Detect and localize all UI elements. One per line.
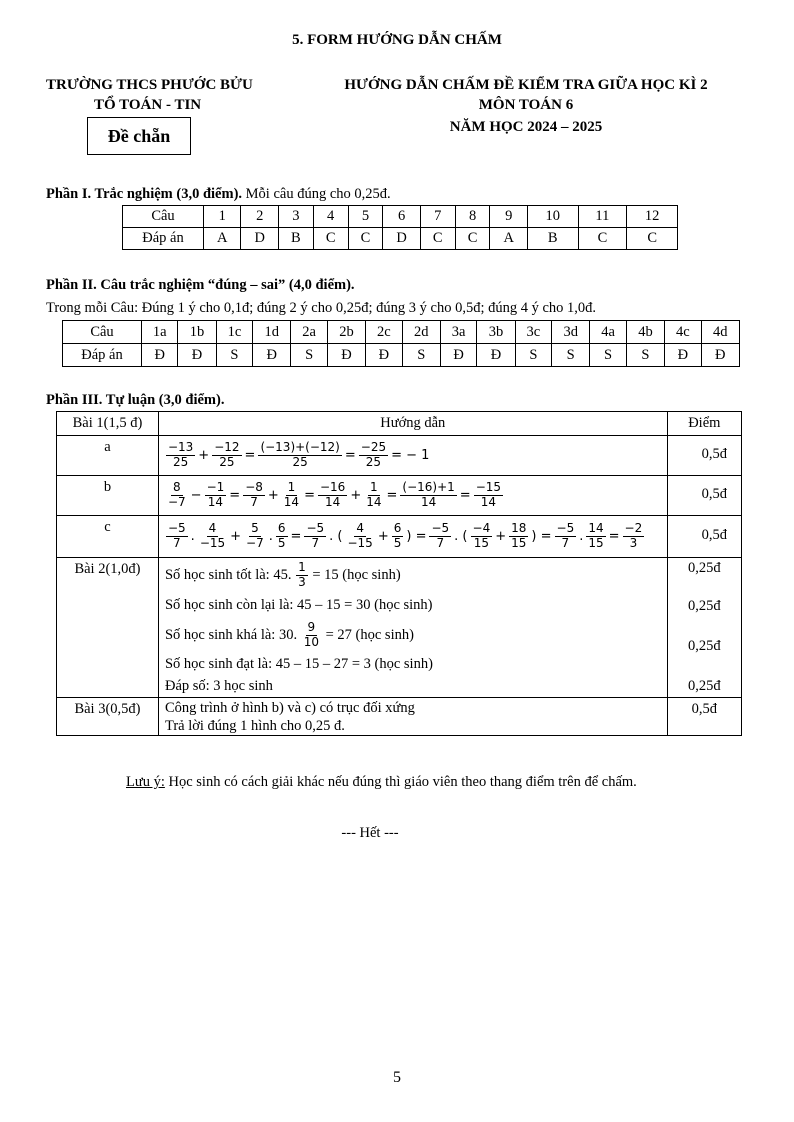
fraction: $\frac{-5}{7}$ (167, 521, 186, 550)
fraction: $\frac{-15}{14}$ (475, 480, 502, 509)
row-b-label: b (57, 476, 159, 516)
school-name: TRƯỜNG THCS PHƯỚC BỬU (46, 77, 253, 93)
fraction: $\frac{-12}{25}$ (214, 440, 240, 469)
fraction: $\frac{-4}{15}$ (472, 521, 491, 550)
part2-question-cell: 1c (216, 321, 252, 344)
part2-question-cell: 2a (291, 321, 327, 344)
part1-note: Mỗi câu đúng cho 0,25đ. (242, 186, 391, 202)
part2-question-cell: 2d (402, 321, 440, 344)
row-a-points: 0,5đ (667, 436, 741, 476)
fraction: $\frac{14}{15}$ (588, 521, 604, 550)
part2-answer-cell: S (552, 344, 590, 367)
part2-question-cell: 1d (253, 321, 291, 344)
fraction: $\frac{-1}{14}$ (206, 480, 225, 509)
bai2-points (667, 558, 741, 698)
part1-answer-cell: C (455, 228, 490, 250)
fraction: $\frac{(-16)+1}{14}$ (402, 480, 455, 509)
part1-question-cell: 10 (527, 206, 578, 228)
note-text: Học sinh có cách giải khác nếu đúng thì giáo viên theo thang điểm trên để chấm. (164, 774, 637, 790)
bai3-line-2: Trả lời đúng 1 hình cho 0,25 đ. (164, 717, 345, 734)
part1-question-cell: 11 (578, 206, 627, 228)
document-title: HƯỚNG DẪN CHẤM ĐỀ KIỂM TRA GIỮA HỌC KÌ 2 (344, 77, 708, 93)
part2-answer-cell: Đ (366, 344, 402, 367)
part2-answer-cell: S (291, 344, 327, 367)
bai3-guide (158, 698, 667, 736)
part1-answer-cell: D (241, 228, 278, 250)
part2-question-cell: 4c (665, 321, 701, 344)
fraction: $\frac{-25}{25}$ (360, 440, 387, 469)
fraction: $\frac{-2}{3}$ (624, 521, 643, 550)
part2-question-cell: 2c (366, 321, 402, 344)
fraction: $\frac{1}{14}$ (283, 480, 300, 509)
part1-question-cell: 5 (348, 206, 383, 228)
row-b-math: $\frac{8}{-7}$ − $\frac{-1}{14}$ = $\frac{-8}{7}$ + $\frac{1}{14}$ = $\frac{-16}{14}$ + $\frac{1}{14}$ = $\frac{(-16)+1}{14}$ = $\frac{-15}{14}$ (158, 476, 667, 516)
part2-answer-cell: Đ (142, 344, 178, 367)
part2-answer-cell: S (402, 344, 440, 367)
part2-answer-table (62, 320, 740, 367)
fraction: $\frac{1}{14}$ (366, 480, 382, 509)
part1-answer-cell: C (348, 228, 383, 250)
part1-answer-cell: A (204, 228, 241, 250)
part1-answer-cell: B (278, 228, 313, 250)
bai2-line3-post: = 27 (học sinh) (325, 627, 414, 643)
part1-question-cell: 2 (241, 206, 278, 228)
part1-answer-label: Đáp án (123, 228, 204, 250)
part1-answer-cell: B (527, 228, 578, 250)
part2-heading: Phần II. Câu trắc nghiệm “đúng – sai” (4,0 điểm). (46, 277, 355, 293)
part1-answer-cell: C (313, 228, 348, 250)
part2-answer-label: Đáp án (63, 344, 142, 367)
part2-question-cell: 3d (552, 321, 590, 344)
part2-answer-cell: Đ (178, 344, 216, 367)
bai2-line-2: Số học sinh còn lại là: 45 – 15 = 30 (học sinh) (164, 597, 433, 613)
col-points: Điểm (667, 412, 741, 436)
part2-answer-cell: S (216, 344, 252, 367)
part1-answer-cell: C (578, 228, 627, 250)
part2-question-cell: 4a (590, 321, 626, 344)
part1-question-cell: 9 (490, 206, 527, 228)
bai2-label: Bài 2(1,0đ) (57, 558, 159, 698)
part3-table (56, 411, 742, 736)
part2-note: Trong mỗi Câu: Đúng 1 ý cho 0,1đ; đúng 2 ý cho 0,25đ; đúng 3 ý cho 0,5đ; đúng 4 ý cho 1,0đ. (46, 300, 597, 316)
part1-question-cell: 7 (420, 206, 455, 228)
bai2-line-5: Đáp số: 3 học sinh (164, 678, 273, 694)
fraction: $\frac{6}{5}$ (393, 521, 402, 550)
page-number: 5 (393, 1069, 401, 1086)
part2-question-label: Câu (63, 321, 142, 344)
part2-answer-cell: Đ (477, 344, 515, 367)
bai2-line1-pre: Số học sinh tốt là: 45. (164, 567, 292, 583)
part2-answer-cell: S (515, 344, 551, 367)
col-guide: Hướng dẫn (158, 412, 667, 436)
row-a-label: a (57, 436, 159, 476)
part2-answer-cell: S (626, 344, 664, 367)
end-marker: --- Hết --- (341, 825, 399, 841)
part2-answer-cell: Đ (253, 344, 291, 367)
part1-question-cell: 8 (455, 206, 490, 228)
part1-question-cell: 1 (204, 206, 241, 228)
subject-name: MÔN TOÁN 6 (478, 97, 574, 113)
part2-answer-cell: S (590, 344, 626, 367)
row-c-points: 0,5đ (667, 516, 741, 558)
fraction: $\frac{(-13)+(-12)}{25}$ (260, 440, 340, 469)
note-label: Lưu ý: (126, 774, 165, 790)
part1-answer-cell: A (490, 228, 527, 250)
bai2-point-3: 0,25đ (687, 638, 721, 654)
bai2-line-1 (165, 559, 667, 593)
row-b-points: 0,5đ (667, 476, 741, 516)
part3-heading: Phần III. Tự luận (3,0 điểm). (46, 392, 225, 408)
part2-question-cell: 1a (142, 321, 178, 344)
part1-question-cell: 4 (313, 206, 348, 228)
part1-answer-cell: C (627, 228, 678, 250)
part1-answer-cell: C (420, 228, 455, 250)
part2-answer-cell: Đ (327, 344, 365, 367)
note (126, 774, 637, 791)
part2-answer-cell: Đ (701, 344, 740, 367)
row-c-label: c (57, 516, 159, 558)
department-name: TỔ TOÁN - TIN (94, 97, 202, 113)
part2-question-cell: 2b (327, 321, 365, 344)
bai3-label: Bài 3(0,5đ) (57, 698, 159, 736)
part2-question-cell: 3a (440, 321, 476, 344)
col-bai: Bài 1(1,5 đ) (57, 412, 159, 436)
fraction: $\frac{-16}{14}$ (319, 480, 346, 509)
fraction: $\frac{8}{-7}$ (167, 480, 186, 509)
bai2-guide (158, 558, 667, 698)
fraction: $\frac{-13}{25}$ (167, 440, 194, 469)
fraction: $\frac{-5}{7}$ (431, 521, 450, 550)
bai2-line-3 (165, 619, 667, 653)
fraction: $\frac{-5}{7}$ (306, 521, 325, 550)
bai2-point-2: 0,25đ (687, 598, 721, 614)
part2-question-cell: 4d (701, 321, 740, 344)
bai3-points: 0,5đ (667, 698, 741, 736)
part1-title (46, 186, 391, 203)
part2-question-cell: 3b (477, 321, 515, 344)
row-a-math: $\frac{-13}{25}$ + $\frac{-12}{25}$ = $\frac{(-13)+(-12)}{25}$ = $\frac{-25}{25}$ = − 1 (158, 436, 667, 476)
bai3-line-1: Công trình ở hình b) và c) có trục đối xứng (164, 699, 415, 716)
part2-question-cell: 1b (178, 321, 216, 344)
part1-answer-table (122, 205, 678, 250)
fraction: $\frac{18}{15}$ (511, 521, 527, 550)
fraction: $\frac{9}{10}$ (303, 620, 319, 649)
part1-answer-cell: D (383, 228, 420, 250)
fraction: $\frac{4}{-15}$ (199, 521, 226, 550)
fraction: $\frac{-8}{7}$ (245, 480, 263, 509)
bai2-line3-pre: Số học sinh khá là: 30. (164, 627, 298, 643)
part2-question-cell: 4b (626, 321, 664, 344)
bai2-line1-post: = 15 (học sinh) (312, 567, 401, 583)
exam-variant-box: Đề chẵn (87, 117, 191, 155)
fraction: $\frac{1}{3}$ (298, 560, 306, 589)
fraction: $\frac{6}{5}$ (277, 521, 286, 550)
part2-answer-cell: Đ (440, 344, 476, 367)
part1-heading: Phần I. Trắc nghiệm (3,0 điểm). (46, 186, 243, 202)
bai2-point-4: 0,25đ (687, 678, 721, 694)
part1-question-cell: 3 (278, 206, 313, 228)
school-year: NĂM HỌC 2024 – 2025 (449, 119, 603, 135)
fraction: $\frac{5}{-7}$ (246, 521, 264, 550)
section-heading: 5. FORM HƯỚNG DẪN CHẤM (292, 32, 502, 48)
part1-question-cell: 12 (627, 206, 678, 228)
bai2-line-4: Số học sinh đạt là: 45 – 15 – 27 = 3 (học sinh) (164, 656, 433, 672)
row-c-math: $\frac{-5}{7}$ . $\frac{4}{-15}$ + $\frac{5}{-7}$ . $\frac{6}{5}$ = $\frac{-5}{7}$ . ( $\frac{4}{-15}$ + $\frac{6}{5}$ ) = $\frac{-5}{7}$ . ( $\frac{-4}{15}$ + $\frac{18}{15}$ ) = $\frac{-5}{7}$ . $\frac{14}{15}$ = $\frac{-2}{3}$ (158, 516, 667, 558)
part2-question-cell: 3c (515, 321, 551, 344)
fraction: $\frac{4}{-15}$ (347, 521, 373, 550)
fraction: $\frac{-5}{7}$ (556, 521, 575, 550)
part2-answer-cell: Đ (665, 344, 701, 367)
part1-question-label: Câu (123, 206, 204, 228)
bai2-point-1: 0,25đ (687, 560, 721, 576)
part1-question-cell: 6 (383, 206, 420, 228)
